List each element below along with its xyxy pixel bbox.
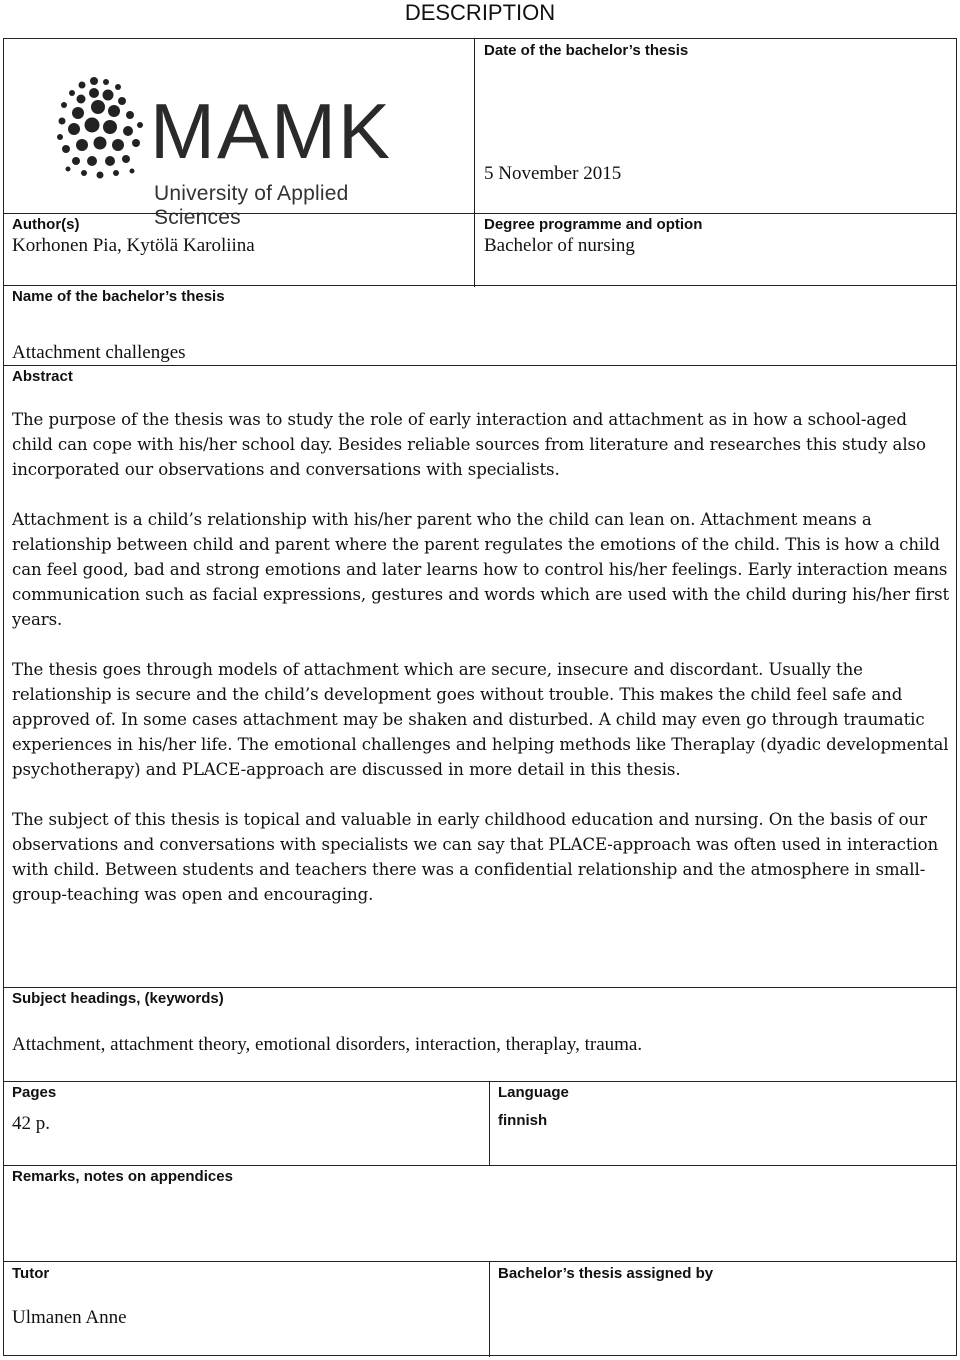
abstract-body [12, 407, 952, 932]
date-value: 5 November 2015 [484, 163, 622, 184]
divider [4, 1165, 956, 1166]
logo-subtitle: University of Applied Sciences [154, 182, 349, 229]
keywords-label: Subject headings, (keywords) [12, 990, 224, 1007]
abstract-paragraph: The purpose of the thesis was to study the role of early interaction and attachment as in how a school-aged child can cope with his/her school day. Besides reliable sources from literature and researches this study also incorporated our observations and conversations with specialists. [12, 410, 926, 479]
assigned-by-label: Bachelor’s thesis assigned by [498, 1265, 714, 1282]
thesis-name-value: Attachment challenges [12, 342, 186, 363]
abstract-paragraph: The subject of this thesis is topical and valuable in early childhood education and nursing. On the basis of our observations and conversations with specialists we can say that PLACE-approach was often used in interaction with child. Between students and teachers there was a confidential relationship and the atmosphere in small-group-teaching was open and encouraging. [12, 810, 939, 904]
degree-label: Degree programme and option [484, 216, 703, 233]
language-label: Language [498, 1084, 569, 1101]
divider [4, 365, 956, 366]
thesis-name-label: Name of the bachelor’s thesis [12, 288, 225, 305]
divider [4, 1081, 956, 1082]
dot-sphere-icon [54, 75, 150, 185]
remarks-label: Remarks, notes on appendices [12, 1168, 233, 1185]
divider [4, 1261, 956, 1262]
abstract-label: Abstract [12, 368, 73, 385]
abstract-paragraph: Attachment is a child’s relationship with his/her parent who the child can lean on. Attachment means a relationship between child and parent where the parent regulates the emotions of the child. This is how a child can feel good, bad and strong emotions and later learns how to control his/her feelings. Early interaction means communication such as facial expressions, gestures and words which are used with the child during his/her first years. [12, 510, 950, 629]
tutor-value: Ulmanen Anne [12, 1307, 127, 1328]
degree-value: Bachelor of nursing [484, 235, 635, 256]
divider [4, 285, 956, 286]
logo-wordmark: MAMK [150, 87, 392, 175]
divider [474, 39, 475, 287]
keywords-value: Attachment, attachment theory, emotional disorders, interaction, theraplay, trauma. [12, 1034, 643, 1055]
language-value: finnish [498, 1112, 548, 1129]
abstract-paragraph: The thesis goes through models of attachment which are secure, insecure and discordant. Usually the relationship is secure and the child’s development goes without trouble. This makes the child feel safe and approved of. In some cases attachment may be shaken and disturbed. A child may even go through traumatic experiences in his/her life. The emotional challenges and helping methods like Theraplay (dyadic developmental psychotherapy) and PLACE-approach are discussed in more detail in this thesis. [12, 660, 949, 779]
date-label: Date of the bachelor’s thesis [484, 42, 689, 59]
pages-value: 42 p. [12, 1113, 50, 1134]
divider [489, 1081, 490, 1165]
document-heading: DESCRIPTION [404, 0, 556, 25]
authors-label: Author(s) [12, 216, 80, 233]
tutor-label: Tutor [12, 1265, 50, 1282]
mamk-logo [54, 71, 434, 229]
divider [489, 1261, 490, 1357]
thesis-description-form [3, 38, 957, 1356]
pages-label: Pages [12, 1084, 57, 1101]
authors-value: Korhonen Pia, Kytölä Karoliina [12, 235, 255, 256]
divider [4, 987, 956, 988]
divider [4, 213, 956, 214]
